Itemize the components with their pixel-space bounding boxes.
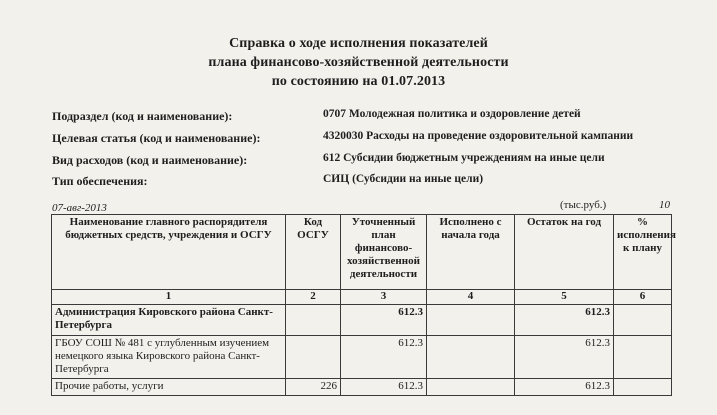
row-percent bbox=[614, 379, 672, 396]
column-number: 3 bbox=[341, 290, 427, 305]
column-number: 6 bbox=[614, 290, 672, 305]
row-plan: 612.3 bbox=[341, 305, 427, 336]
table-header-row bbox=[52, 215, 672, 290]
meta-label-funding-type: Тип обеспечения: bbox=[52, 174, 148, 188]
meta-value-subsection: 0707 Молодежная политика и оздоровление детей bbox=[323, 108, 581, 120]
units-label: (тыс.руб.) bbox=[560, 199, 607, 211]
row-percent bbox=[614, 336, 672, 379]
table-row bbox=[52, 379, 672, 396]
header-percent: % исполнения к плану bbox=[614, 215, 672, 290]
table-row bbox=[52, 336, 672, 379]
column-number-row bbox=[52, 290, 672, 305]
row-code: 226 bbox=[286, 379, 341, 396]
report-table bbox=[51, 214, 676, 396]
row-name: ГБОУ СОШ № 481 с углубленным изучением немецкого языка Кировского района Санкт-Петербурга bbox=[52, 336, 286, 379]
meta-label-target-article: Целевая статья (код и наименование): bbox=[52, 131, 261, 145]
column-number: 2 bbox=[286, 290, 341, 305]
row-remainder: 612.3 bbox=[515, 305, 614, 336]
table-row bbox=[52, 305, 672, 336]
header-plan: Уточненный план финансово-хозяйственной деятельности bbox=[341, 215, 427, 290]
row-executed bbox=[427, 336, 515, 379]
meta-value-funding-type: СИЦ (Субсидии на иные цели) bbox=[323, 173, 484, 185]
title-line-1: Справка о ходе исполнения показателей bbox=[229, 36, 488, 51]
row-name: Администрация Кировского района Санкт-Петербурга bbox=[52, 305, 286, 336]
row-remainder: 612.3 bbox=[515, 379, 614, 396]
meta-value-target-article: 4320030 Расходы на проведение оздоровительной кампании bbox=[323, 130, 634, 142]
meta-value-expense-type: 612 Субсидии бюджетным учреждениям на иные цели bbox=[323, 152, 605, 164]
title-line-2: плана финансово-хозяйственной деятельности bbox=[208, 55, 509, 70]
meta-label-expense-type: Вид расходов (код и наименование): bbox=[52, 153, 248, 167]
row-executed bbox=[427, 305, 515, 336]
row-code bbox=[286, 305, 341, 336]
header-executed: Исполнено с начала года bbox=[427, 215, 515, 290]
row-code bbox=[286, 336, 341, 379]
row-plan: 612.3 bbox=[341, 336, 427, 379]
column-number: 5 bbox=[515, 290, 614, 305]
page-number: 10 bbox=[659, 199, 670, 211]
header-code: Код ОСГУ bbox=[286, 215, 341, 290]
row-percent bbox=[614, 305, 672, 336]
title-line-3: по состоянию на 01.07.2013 bbox=[271, 74, 446, 89]
column-number: 4 bbox=[427, 290, 515, 305]
meta-label-subsection: Подраздел (код и наименование): bbox=[52, 109, 233, 123]
row-executed bbox=[427, 379, 515, 396]
header-remainder: Остаток на год bbox=[515, 215, 614, 290]
row-plan: 612.3 bbox=[341, 379, 427, 396]
row-remainder: 612.3 bbox=[515, 336, 614, 379]
row-name: Прочие работы, услуги bbox=[52, 379, 286, 396]
report-date: 07-авг-2013 bbox=[52, 202, 107, 214]
column-number: 1 bbox=[52, 290, 286, 305]
header-name: Наименование главного распорядителя бюджетных средств, учреждения и ОСГУ bbox=[52, 215, 286, 290]
